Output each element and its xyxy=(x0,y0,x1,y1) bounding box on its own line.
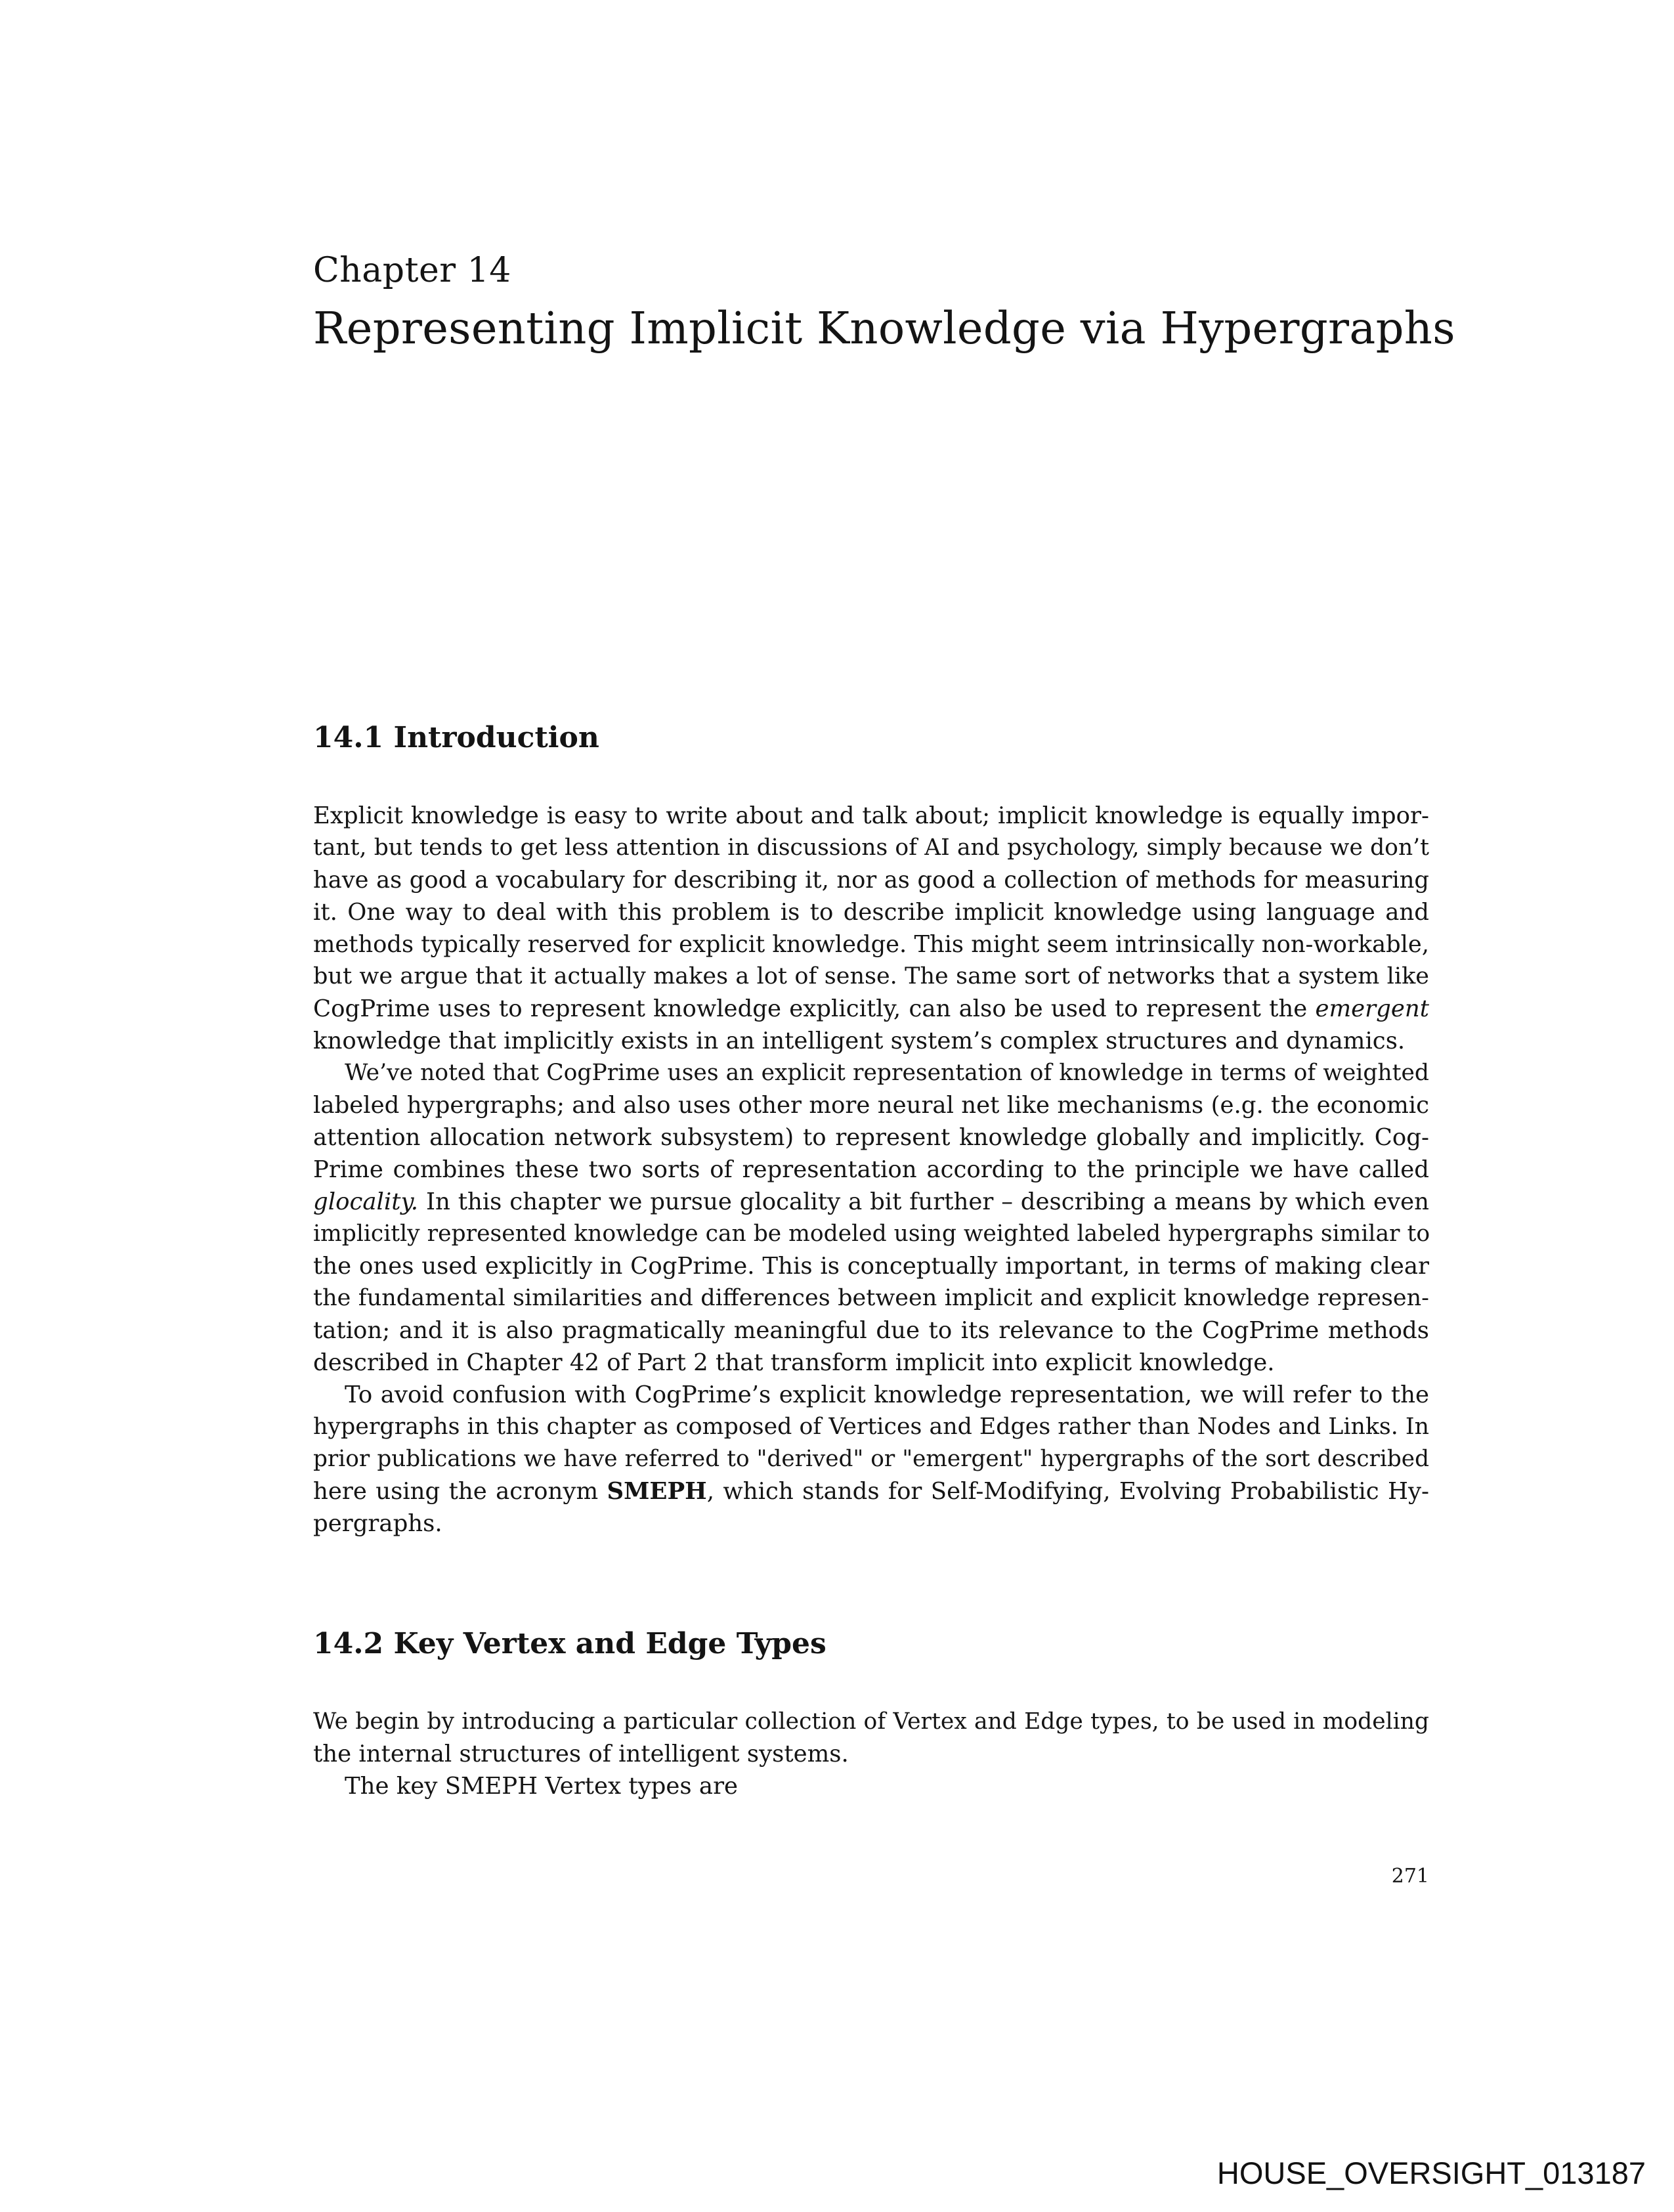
paragraph-line: knowledge that implicitly exists in an intelligent system’s complex structures and dynamics. xyxy=(313,1028,1406,1054)
page-number: 271 xyxy=(1391,1865,1429,1888)
section-heading-introduction: 14.1 Introduction xyxy=(313,721,599,754)
paragraph-line: tation; and it is also pragmatically meaningful due to its relevance to the CogPrime methods xyxy=(313,1317,1429,1344)
paragraph-line: Prime combines these two sorts of representation according to the principle we have called xyxy=(313,1156,1429,1183)
paragraph-line xyxy=(313,1186,1429,1218)
paragraph-line: We’ve noted that CogPrime uses an explicit representation of knowledge in terms of weighted xyxy=(345,1060,1429,1086)
paragraph-line: but we argue that it actually makes a lot of sense. The same sort of networks that a system like xyxy=(313,963,1429,989)
bates-stamp: HOUSE_OVERSIGHT_013187 xyxy=(1216,2156,1646,2190)
paragraph-line: tant, but tends to get less attention in discussions of AI and psychology, simply because we don’t xyxy=(313,835,1429,861)
paragraph-line: it. One way to deal with this problem is to describe implicit knowledge using language and xyxy=(313,899,1429,926)
paragraph-line xyxy=(313,993,1429,1025)
paragraph-line: methods typically reserved for explicit knowledge. This might seem intrinsically non-workable, xyxy=(313,931,1429,958)
paragraph-line: prior publications we have referred to "derived" or "emergent" hypergraphs of the sort described xyxy=(313,1446,1429,1472)
paragraph-line: the ones used explicitly in CogPrime. This is conceptually important, in terms of making clear xyxy=(313,1253,1429,1280)
paragraph-line: implicitly represented knowledge can be modeled using weighted labeled hypergraphs similar to xyxy=(313,1221,1430,1247)
emphasis-emergent: emergent xyxy=(1315,995,1429,1022)
paragraph-line: the internal structures of intelligent systems. xyxy=(313,1741,849,1767)
paragraph-line: labeled hypergraphs; and also uses other more neural net like mechanisms (e.g. the economic xyxy=(313,1092,1429,1119)
emphasis-glocality: glocality. xyxy=(313,1188,419,1215)
paragraph-line: have as good a vocabulary for describing it, nor as good a collection of methods for measuring xyxy=(313,867,1429,894)
chapter-title: Representing Implicit Knowledge via Hypergraphs xyxy=(313,303,1455,354)
paragraph-line: described in Chapter 42 of Part 2 that transform implicit into explicit knowledge. xyxy=(313,1349,1275,1376)
text-run: CogPrime uses to represent knowledge explicitly, can also be used to represent the xyxy=(313,995,1316,1022)
paragraph-line: To avoid confusion with CogPrime’s explicit knowledge representation, we will refer to the xyxy=(345,1381,1429,1408)
paragraph-line: attention allocation network subsystem) to represent knowledge globally and implicitly. Cog- xyxy=(313,1124,1429,1151)
paragraph-line: the fundamental similarities and differences between implicit and explicit knowledge represen- xyxy=(313,1285,1429,1311)
acronym-smeph: SMEPH xyxy=(607,1478,707,1505)
paragraph-line xyxy=(313,1475,1429,1507)
paragraph-line: We begin by introducing a particular collection of Vertex and Edge types, to be used in modeling xyxy=(313,1708,1429,1735)
section-heading-key-vertex-edge-types: 14.2 Key Vertex and Edge Types xyxy=(313,1627,826,1660)
text-run: here using the acronym xyxy=(313,1478,607,1505)
paragraph-line: hypergraphs in this chapter as composed of Vertices and Edges rather than Nodes and Links. In xyxy=(313,1414,1429,1440)
paragraph-line: pergraphs. xyxy=(313,1510,442,1537)
text-run: In this chapter we pursue glocality a bit further – describing a means by which even xyxy=(418,1188,1429,1215)
text-run: , which stands for Self-Modifying, Evolving Probabilistic Hy- xyxy=(706,1478,1429,1505)
paragraph-line: The key SMEPH Vertex types are xyxy=(345,1773,739,1800)
chapter-label: Chapter 14 xyxy=(313,251,511,290)
paragraph-line: Explicit knowledge is easy to write about and talk about; implicit knowledge is equally impor- xyxy=(313,802,1429,829)
